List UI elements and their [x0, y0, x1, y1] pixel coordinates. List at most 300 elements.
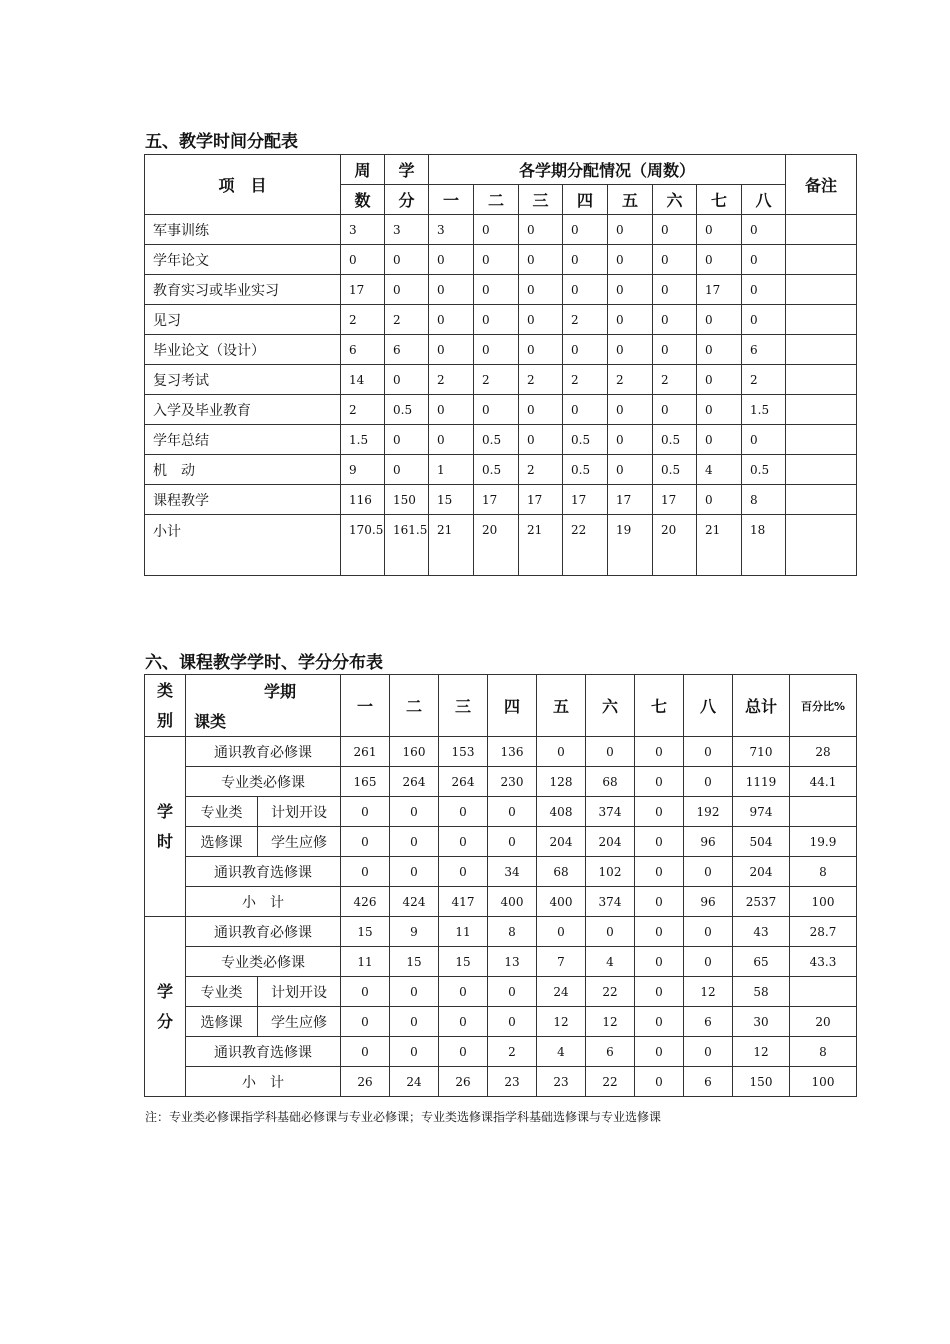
value-cell: 264: [390, 767, 439, 797]
value-cell: 374: [586, 887, 635, 917]
row-term-value: 0: [519, 245, 563, 275]
table-row: [145, 1007, 857, 1037]
value-cell: 0: [439, 977, 488, 1007]
value-cell: 68: [537, 857, 586, 887]
value-cell: 11: [341, 947, 390, 977]
row-item: 复习考试: [145, 365, 341, 395]
value-cell: 26: [439, 1067, 488, 1097]
value-cell: 12: [537, 1007, 586, 1037]
course-name: 通识教育选修课: [186, 1037, 341, 1067]
header-term: 三: [519, 185, 563, 215]
value-cell: 204: [537, 827, 586, 857]
row-term-value: 0: [429, 275, 474, 305]
value-cell: 20: [790, 1007, 857, 1037]
header-category-1: 类: [156, 680, 173, 700]
value-cell: 9: [390, 917, 439, 947]
value-cell: 8: [790, 857, 857, 887]
value-cell: 0: [488, 977, 537, 1007]
header-term: 二: [474, 185, 519, 215]
value-cell: 374: [586, 797, 635, 827]
value-cell: 1119: [733, 767, 790, 797]
subtotal-term: 19: [608, 515, 653, 576]
value-cell: 34: [488, 857, 537, 887]
value-cell: 0: [635, 917, 684, 947]
value-cell: 0: [439, 857, 488, 887]
value-cell: 0: [635, 797, 684, 827]
course-name: 专业类必修课: [186, 947, 341, 977]
value-cell: 0: [341, 1037, 390, 1067]
row-term-value: 0: [697, 215, 742, 245]
row-term-value: 0: [742, 305, 786, 335]
row-note: [786, 485, 857, 515]
credits-category-2: 分: [156, 1011, 173, 1031]
credits-category-label: [145, 917, 186, 1097]
subtotal-term: 22: [563, 515, 608, 576]
table-row: [145, 1067, 857, 1097]
row-item: 学年总结: [145, 425, 341, 455]
value-cell: 2: [488, 1037, 537, 1067]
row-item: 军事训练: [145, 215, 341, 245]
value-cell: 58: [733, 977, 790, 1007]
value-cell: 8: [488, 917, 537, 947]
value-cell: 0: [635, 857, 684, 887]
value-cell: 128: [537, 767, 586, 797]
row-term-value: 3: [429, 215, 474, 245]
value-cell: 30: [733, 1007, 790, 1037]
row-term-value: 0.5: [653, 425, 697, 455]
row-term-value: 0: [519, 215, 563, 245]
row-weeks: 2: [341, 305, 385, 335]
value-cell: 23: [488, 1067, 537, 1097]
table-row: [145, 245, 857, 275]
footnote: 注：专业类必修课指学科基础必修课与专业必修课；专业类选修课指学科基础选修课与专业选修课: [145, 1110, 662, 1124]
row-term-value: 0.5: [563, 455, 608, 485]
value-cell: 710: [733, 737, 790, 767]
row-term-value: 0: [519, 305, 563, 335]
value-cell: 424: [390, 887, 439, 917]
value-cell: 15: [390, 947, 439, 977]
value-cell: 0: [684, 947, 733, 977]
subtotal-term: 21: [429, 515, 474, 576]
table-row: [145, 305, 857, 335]
header-weeks-2: 数: [341, 185, 385, 215]
row-note: [786, 365, 857, 395]
row-term-value: 17: [697, 275, 742, 305]
value-cell: 22: [586, 977, 635, 1007]
value-cell: 102: [586, 857, 635, 887]
value-cell: 504: [733, 827, 790, 857]
row-term-value: 17: [608, 485, 653, 515]
subtotal-credit: 161.5: [385, 515, 429, 576]
subtotal-term: 21: [519, 515, 563, 576]
header-percent: 百分比%: [790, 675, 857, 737]
value-cell: 0: [341, 977, 390, 1007]
course-group: 专业类: [186, 977, 258, 1007]
row-item: 课程教学: [145, 485, 341, 515]
value-cell: 11: [439, 917, 488, 947]
row-term-value: 0: [429, 335, 474, 365]
course-name: 小 计: [186, 1067, 341, 1097]
value-cell: 0: [341, 857, 390, 887]
row-item: 入学及毕业教育: [145, 395, 341, 425]
row-term-value: 0: [653, 215, 697, 245]
value-cell: 0: [635, 887, 684, 917]
value-cell: 0: [635, 947, 684, 977]
value-cell: 0: [439, 827, 488, 857]
row-credit: 0: [385, 425, 429, 455]
value-cell: 0: [537, 737, 586, 767]
row-credit: 0: [385, 365, 429, 395]
row-note: [786, 215, 857, 245]
subtotal-note: [786, 515, 857, 576]
value-cell: 6: [684, 1007, 733, 1037]
row-term-value: 0: [608, 245, 653, 275]
row-term-value: 0: [608, 425, 653, 455]
row-term-value: 1: [429, 455, 474, 485]
table-row: [145, 275, 857, 305]
value-cell: [790, 977, 857, 1007]
row-term-value: 0: [697, 485, 742, 515]
row-term-value: 0: [697, 365, 742, 395]
value-cell: 400: [537, 887, 586, 917]
header-term: 四: [563, 185, 608, 215]
row-term-value: 0.5: [474, 455, 519, 485]
row-note: [786, 395, 857, 425]
row-item: 见习: [145, 305, 341, 335]
row-term-value: 2: [608, 365, 653, 395]
row-term-value: 2: [563, 365, 608, 395]
row-term-value: 0.5: [563, 425, 608, 455]
course-group: 选修课: [186, 1007, 258, 1037]
row-note: [786, 455, 857, 485]
header-total: 总计: [733, 675, 790, 737]
value-cell: 0: [635, 1067, 684, 1097]
value-cell: 0: [635, 1037, 684, 1067]
course-group: 选修课: [186, 827, 258, 857]
row-credit: 150: [385, 485, 429, 515]
row-term-value: 0: [653, 395, 697, 425]
row-term-value: 0: [653, 245, 697, 275]
header-category: [145, 675, 186, 737]
row-item: 机 动: [145, 455, 341, 485]
value-cell: 15: [439, 947, 488, 977]
row-term-value: 2: [742, 365, 786, 395]
course-name: 小 计: [186, 887, 341, 917]
row-term-value: 2: [653, 365, 697, 395]
row-term-value: 0: [429, 425, 474, 455]
row-credit: 0.5: [385, 395, 429, 425]
row-term-value: 0: [742, 245, 786, 275]
row-term-value: 0: [697, 395, 742, 425]
row-credit: 2: [385, 305, 429, 335]
row-term-value: 2: [474, 365, 519, 395]
table-row: [145, 767, 857, 797]
value-cell: 0: [439, 797, 488, 827]
row-term-value: 0: [653, 335, 697, 365]
header-term: 八: [742, 185, 786, 215]
row-term-value: 2: [519, 455, 563, 485]
header-term-course: [186, 675, 341, 737]
header-term: 七: [697, 185, 742, 215]
value-cell: 12: [586, 1007, 635, 1037]
subtotal-term: 18: [742, 515, 786, 576]
subtotal-term: 20: [474, 515, 519, 576]
row-term-value: 15: [429, 485, 474, 515]
row-term-value: 1.5: [742, 395, 786, 425]
value-cell: 417: [439, 887, 488, 917]
value-cell: 0: [635, 1007, 684, 1037]
value-cell: 24: [390, 1067, 439, 1097]
row-weeks: 0: [341, 245, 385, 275]
row-weeks: 17: [341, 275, 385, 305]
row-term-value: 0: [474, 245, 519, 275]
header-term: 七: [635, 675, 684, 737]
row-item: 教育实习或毕业实习: [145, 275, 341, 305]
row-weeks: 2: [341, 395, 385, 425]
value-cell: 400: [488, 887, 537, 917]
value-cell: 0: [341, 1007, 390, 1037]
table-row: [145, 365, 857, 395]
value-cell: 0: [684, 917, 733, 947]
row-term-value: 0: [429, 395, 474, 425]
value-cell: 426: [341, 887, 390, 917]
header-term: 六: [586, 675, 635, 737]
row-term-value: 0: [429, 305, 474, 335]
course-name: 专业类必修课: [186, 767, 341, 797]
value-cell: 0: [390, 827, 439, 857]
row-term-value: 0: [608, 395, 653, 425]
table-row: [145, 887, 857, 917]
row-note: [786, 245, 857, 275]
hours-category-1: 学: [156, 801, 173, 821]
table-row: [145, 917, 857, 947]
table-row: [145, 737, 857, 767]
course-name: 计划开设: [258, 977, 341, 1007]
hours-category-label: [145, 737, 186, 917]
row-term-value: 0: [474, 215, 519, 245]
table-row: [145, 797, 857, 827]
header-course-label: 课类: [194, 712, 227, 731]
value-cell: 6: [586, 1037, 635, 1067]
credits-category-1: 学: [156, 981, 173, 1001]
value-cell: 100: [790, 887, 857, 917]
value-cell: 26: [341, 1067, 390, 1097]
table-row: [145, 395, 857, 425]
row-term-value: 0: [563, 215, 608, 245]
value-cell: 0: [586, 917, 635, 947]
value-cell: 0: [635, 737, 684, 767]
row-term-value: 0: [697, 425, 742, 455]
value-cell: 230: [488, 767, 537, 797]
row-credit: 0: [385, 455, 429, 485]
value-cell: 0: [635, 827, 684, 857]
row-term-value: 0.5: [742, 455, 786, 485]
value-cell: 204: [733, 857, 790, 887]
row-term-value: 0: [608, 335, 653, 365]
row-term-value: 17: [474, 485, 519, 515]
value-cell: 150: [733, 1067, 790, 1097]
row-term-value: 0: [429, 245, 474, 275]
value-cell: 0: [341, 827, 390, 857]
table-row: [145, 425, 857, 455]
row-term-value: 0: [519, 425, 563, 455]
value-cell: 23: [537, 1067, 586, 1097]
row-term-value: 0: [563, 245, 608, 275]
value-cell: 0: [684, 767, 733, 797]
row-term-value: 0: [742, 215, 786, 245]
row-term-value: 0: [697, 335, 742, 365]
row-term-value: 0: [563, 395, 608, 425]
row-term-value: 0: [697, 305, 742, 335]
row-term-value: 17: [519, 485, 563, 515]
table-row: [145, 947, 857, 977]
header-credit-1: 学: [385, 155, 429, 185]
value-cell: 28.7: [790, 917, 857, 947]
course-name: 通识教育必修课: [186, 737, 341, 767]
header-term: 二: [390, 675, 439, 737]
row-term-value: 2: [429, 365, 474, 395]
header-credit-2: 分: [385, 185, 429, 215]
row-weeks: 6: [341, 335, 385, 365]
subtotal-term: 21: [697, 515, 742, 576]
row-term-value: 0: [653, 305, 697, 335]
row-item: 学年论文: [145, 245, 341, 275]
subtotal-weeks: 170.5: [341, 515, 385, 576]
course-distribution-table: [144, 674, 857, 1097]
subtotal-label: 小计: [145, 515, 341, 576]
row-item: 毕业论文（设计）: [145, 335, 341, 365]
value-cell: 4: [537, 1037, 586, 1067]
header-term: 一: [429, 185, 474, 215]
table-row: [145, 1037, 857, 1067]
row-term-value: 4: [697, 455, 742, 485]
row-term-value: 0: [653, 275, 697, 305]
value-cell: 8: [790, 1037, 857, 1067]
row-credit: 0: [385, 245, 429, 275]
value-cell: 0: [390, 977, 439, 1007]
value-cell: 65: [733, 947, 790, 977]
value-cell: 264: [439, 767, 488, 797]
value-cell: 19.9: [790, 827, 857, 857]
row-term-value: 0: [519, 395, 563, 425]
value-cell: 12: [684, 977, 733, 1007]
value-cell: [790, 797, 857, 827]
course-name: 通识教育选修课: [186, 857, 341, 887]
value-cell: 43.3: [790, 947, 857, 977]
course-group: 专业类: [186, 797, 258, 827]
value-cell: 2537: [733, 887, 790, 917]
row-weeks: 14: [341, 365, 385, 395]
header-item: 项 目: [145, 155, 341, 215]
table-row: [145, 485, 857, 515]
row-term-value: 0: [474, 395, 519, 425]
row-term-value: 0: [608, 275, 653, 305]
row-term-value: 2: [519, 365, 563, 395]
value-cell: 0: [635, 977, 684, 1007]
section6-title: 六、课程教学学时、学分分布表: [145, 653, 383, 673]
row-term-value: 0: [563, 275, 608, 305]
row-credit: 3: [385, 215, 429, 245]
course-name: 通识教育必修课: [186, 917, 341, 947]
value-cell: 0: [488, 1007, 537, 1037]
value-cell: 165: [341, 767, 390, 797]
header-distribution: 各学期分配情况（周数）: [429, 155, 786, 185]
row-term-value: 0: [474, 335, 519, 365]
header-term: 六: [653, 185, 697, 215]
teaching-time-table: [144, 154, 857, 576]
row-term-value: 0: [608, 215, 653, 245]
value-cell: 153: [439, 737, 488, 767]
value-cell: 261: [341, 737, 390, 767]
value-cell: 0: [635, 767, 684, 797]
value-cell: 0: [439, 1037, 488, 1067]
header-term: 八: [684, 675, 733, 737]
row-term-value: 0: [697, 245, 742, 275]
course-name: 学生应修: [258, 827, 341, 857]
value-cell: 160: [390, 737, 439, 767]
value-cell: 0: [488, 797, 537, 827]
header-term: 五: [537, 675, 586, 737]
value-cell: 12: [733, 1037, 790, 1067]
row-term-value: 0: [563, 335, 608, 365]
header-term-label: 学期: [264, 682, 297, 701]
row-term-value: 0: [519, 275, 563, 305]
value-cell: 43: [733, 917, 790, 947]
row-term-value: 0: [742, 425, 786, 455]
row-term-value: 0: [608, 305, 653, 335]
value-cell: 192: [684, 797, 733, 827]
header-term: 一: [341, 675, 390, 737]
row-term-value: 0: [519, 335, 563, 365]
header-category-2: 别: [156, 710, 173, 730]
row-term-value: 0.5: [653, 455, 697, 485]
subtotal-term: 20: [653, 515, 697, 576]
value-cell: 0: [684, 857, 733, 887]
value-cell: 974: [733, 797, 790, 827]
course-name: 计划开设: [258, 797, 341, 827]
header-weeks-1: 周: [341, 155, 385, 185]
row-weeks: 3: [341, 215, 385, 245]
value-cell: 68: [586, 767, 635, 797]
value-cell: 44.1: [790, 767, 857, 797]
value-cell: 6: [684, 1067, 733, 1097]
row-term-value: 0: [608, 455, 653, 485]
value-cell: 0: [586, 737, 635, 767]
row-term-value: 0: [742, 275, 786, 305]
row-note: [786, 425, 857, 455]
value-cell: 24: [537, 977, 586, 1007]
row-note: [786, 335, 857, 365]
row-term-value: 8: [742, 485, 786, 515]
row-term-value: 6: [742, 335, 786, 365]
value-cell: 28: [790, 737, 857, 767]
row-term-value: 17: [653, 485, 697, 515]
value-cell: 13: [488, 947, 537, 977]
value-cell: 136: [488, 737, 537, 767]
course-name: 学生应修: [258, 1007, 341, 1037]
row-term-value: 0.5: [474, 425, 519, 455]
row-credit: 0: [385, 275, 429, 305]
value-cell: 100: [790, 1067, 857, 1097]
header-term: 四: [488, 675, 537, 737]
value-cell: 0: [537, 917, 586, 947]
row-note: [786, 305, 857, 335]
value-cell: 96: [684, 827, 733, 857]
table-row: [145, 827, 857, 857]
row-note: [786, 275, 857, 305]
value-cell: 0: [390, 1037, 439, 1067]
value-cell: 408: [537, 797, 586, 827]
